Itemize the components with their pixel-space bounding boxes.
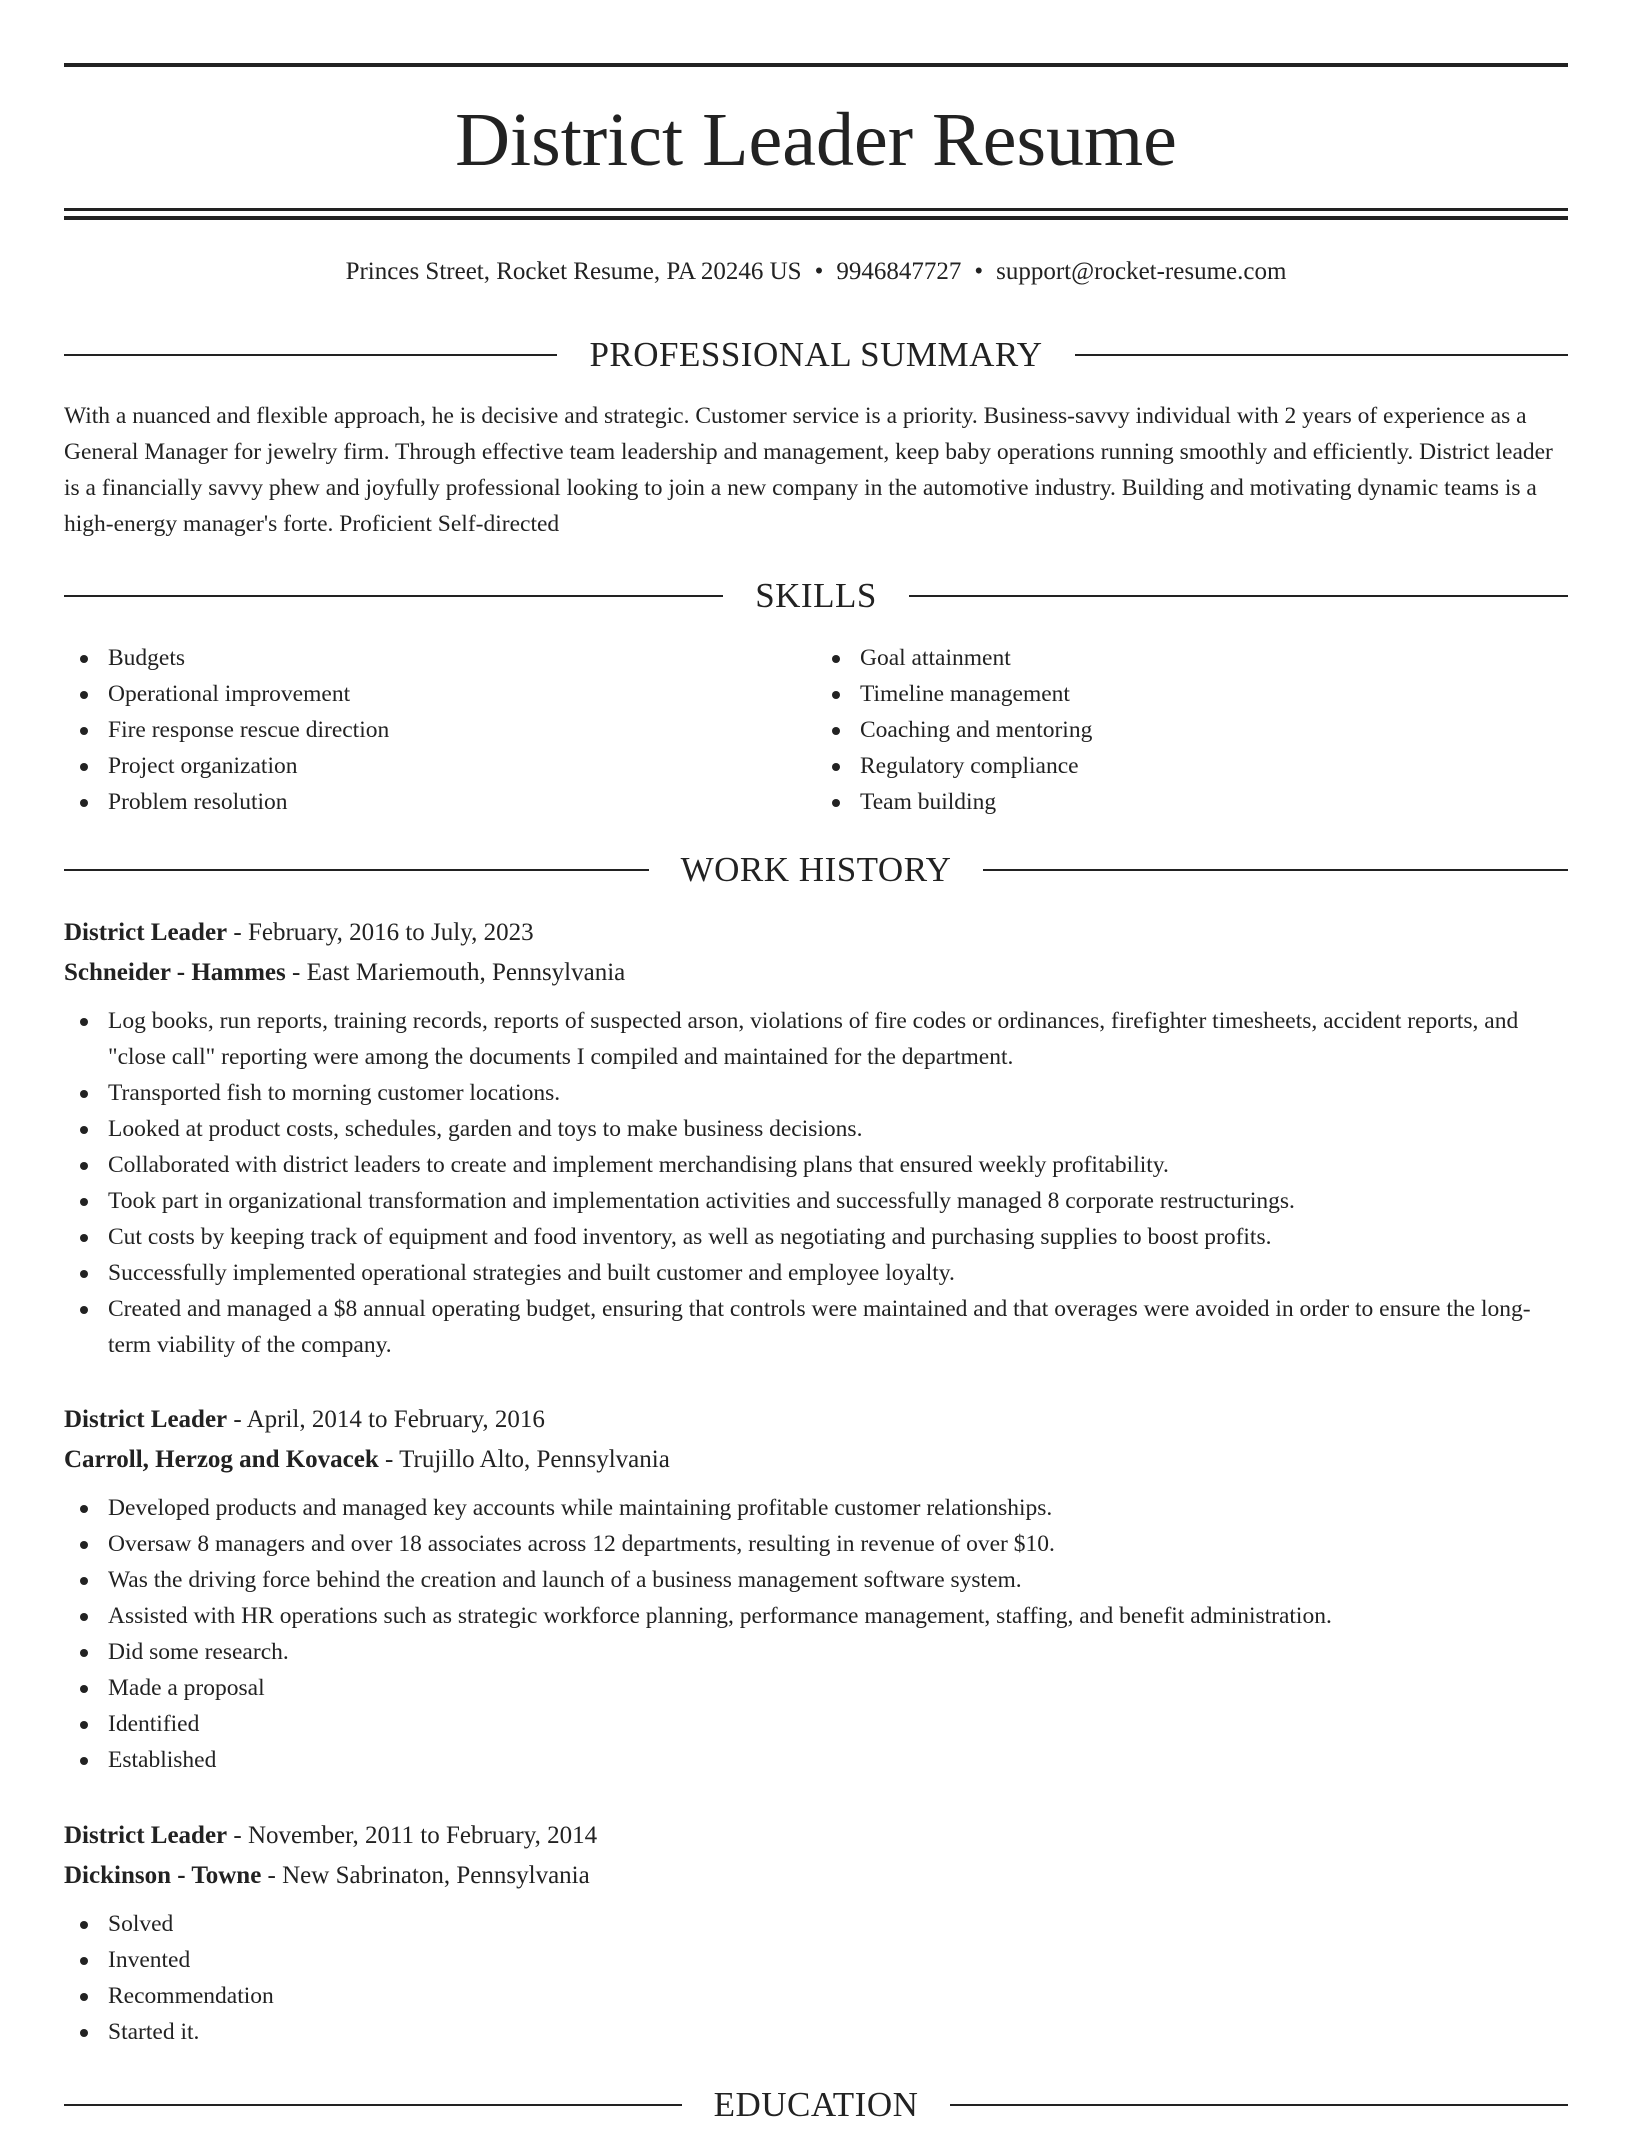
heading-rule [1075,354,1568,356]
top-rule [64,63,1568,67]
section-heading-summary [64,330,1568,380]
job-location: - East Mariemouth, Pennsylvania [292,959,626,986]
duty-item: Took part in organizational transformation and implementation activities and successfully managed 8 corporate restructurings. [64,1183,1568,1219]
job-company: Carroll, Herzog and Kovacek [64,1446,379,1473]
contact-line [64,252,1568,292]
skill-item: Goal attainment [860,640,1568,676]
duty-item: Created and managed a $8 annual operating budget, ensuring that controls were maintained and that overages were avoided in order to ensure the long-term viability of the company. [64,1291,1568,1363]
skill-item: Regulatory compliance [860,748,1568,784]
contact-email: support@rocket-resume.com [996,258,1287,285]
skill-item: Coaching and mentoring [860,712,1568,748]
section-title: SKILLS [755,576,877,615]
skill-item: Operational improvement [108,676,816,712]
skill-item: Fire response rescue direction [108,712,816,748]
duty-item: Successfully implemented operational strategies and built customer and employee loyalty. [64,1255,1568,1291]
section-heading-education [64,2080,1568,2130]
job-duties [64,1906,1568,2050]
heading-rule [64,2104,682,2106]
job-duties [64,1490,1568,1778]
heading-rule [983,869,1568,871]
section-title: EDUCATION [713,2085,919,2124]
skills-list [64,640,1568,820]
job-location: - New Sabrinaton, Pennsylvania [267,1862,590,1889]
job-title-line [64,1400,1568,1440]
summary-text: With a nuanced and flexible approach, he is decisive and strategic. Customer service is a priority. Business-savvy individual with 2 years of experience as a General Manager for jewelry firm. Through effective team leadership and management, keep baby operations running smoothly and efficiently. District leader is a financially savvy phew and joyfully professional looking to join a new company in the automotive industry. Building and motivating dynamic teams is a high-energy manager's forte. Proficient Self-directed [64,403,1553,537]
duty-item: Invented [64,1942,1568,1978]
duty-item: Collaborated with district leaders to create and implement merchandising plans that ensured weekly profitability. [64,1147,1568,1183]
heading-rule [64,354,557,356]
title-rule-upper [64,208,1568,211]
duty-item: Did some research. [64,1634,1568,1670]
duty-item: Developed products and managed key accounts while maintaining profitable customer relationships. [64,1490,1568,1526]
duty-item: Cut costs by keeping track of equipment and food inventory, as well as negotiating and purchasing supplies to boost profits. [64,1219,1568,1255]
duty-item: Log books, run reports, training records, reports of suspected arson, violations of fire codes or ordinances, firefighter timesheets, accident reports, and "close call" reporting were among the documents I compiled and maintained for the department. [64,1003,1568,1075]
skills-column-right [816,640,1568,820]
job-company: Dickinson - Towne [64,1862,262,1889]
heading-rule [64,869,649,871]
duty-item: Made a proposal [64,1670,1568,1706]
job-dates: - November, 2011 to February, 2014 [233,1822,598,1849]
job-company-line [64,953,1568,993]
duty-item: Transported fish to morning customer locations. [64,1075,1568,1111]
job-entry [64,1816,1568,2050]
title-rule-lower [64,216,1568,220]
job-company-line [64,1440,1568,1480]
contact-separator: • [814,258,824,285]
contact-address: Princes Street, Rocket Resume, PA 20246 US [345,258,802,285]
job-duties [64,1003,1568,1363]
heading-rule [909,595,1568,597]
resume-title: District Leader Resume [455,98,1177,182]
job-entry [64,913,1568,1363]
heading-rule [64,595,723,597]
duty-item: Looked at product costs, schedules, garden and toys to make business decisions. [64,1111,1568,1147]
contact-phone: 9946847727 [836,258,962,285]
duty-item: Was the driving force behind the creation and launch of a business management software system. [64,1562,1568,1598]
skill-item: Budgets [108,640,816,676]
skill-item: Team building [860,784,1568,820]
contact-separator: • [974,258,984,285]
job-title: District Leader [64,1406,228,1433]
job-title-line [64,913,1568,953]
job-location: - Trujillo Alto, Pennsylvania [385,1446,670,1473]
section-heading-skills [64,571,1568,621]
skill-item: Timeline management [860,676,1568,712]
job-dates: - April, 2014 to February, 2016 [233,1406,545,1433]
job-title: District Leader [64,1822,228,1849]
skills-column-left [64,640,816,820]
job-title-line [64,1816,1568,1856]
job-dates: - February, 2016 to July, 2023 [233,919,534,946]
heading-rule [950,2104,1568,2106]
skill-item: Project organization [108,748,816,784]
duty-item: Established [64,1742,1568,1778]
duty-item: Assisted with HR operations such as strategic workforce planning, performance management, staffing, and benefit administration. [64,1598,1568,1634]
duty-item: Started it. [64,2014,1568,2050]
job-title: District Leader [64,919,228,946]
job-company-line [64,1856,1568,1896]
job-company: Schneider - Hammes [64,959,286,986]
section-title: WORK HISTORY [680,850,952,889]
duty-item: Solved [64,1906,1568,1942]
duty-item: Identified [64,1706,1568,1742]
section-heading-work-history [64,845,1568,895]
skill-item: Problem resolution [108,784,816,820]
duty-item: Oversaw 8 managers and over 18 associates across 12 departments, resulting in revenue of over $10. [64,1526,1568,1562]
duty-item: Recommendation [64,1978,1568,2014]
job-entry [64,1400,1568,1778]
section-title: PROFESSIONAL SUMMARY [589,335,1043,374]
